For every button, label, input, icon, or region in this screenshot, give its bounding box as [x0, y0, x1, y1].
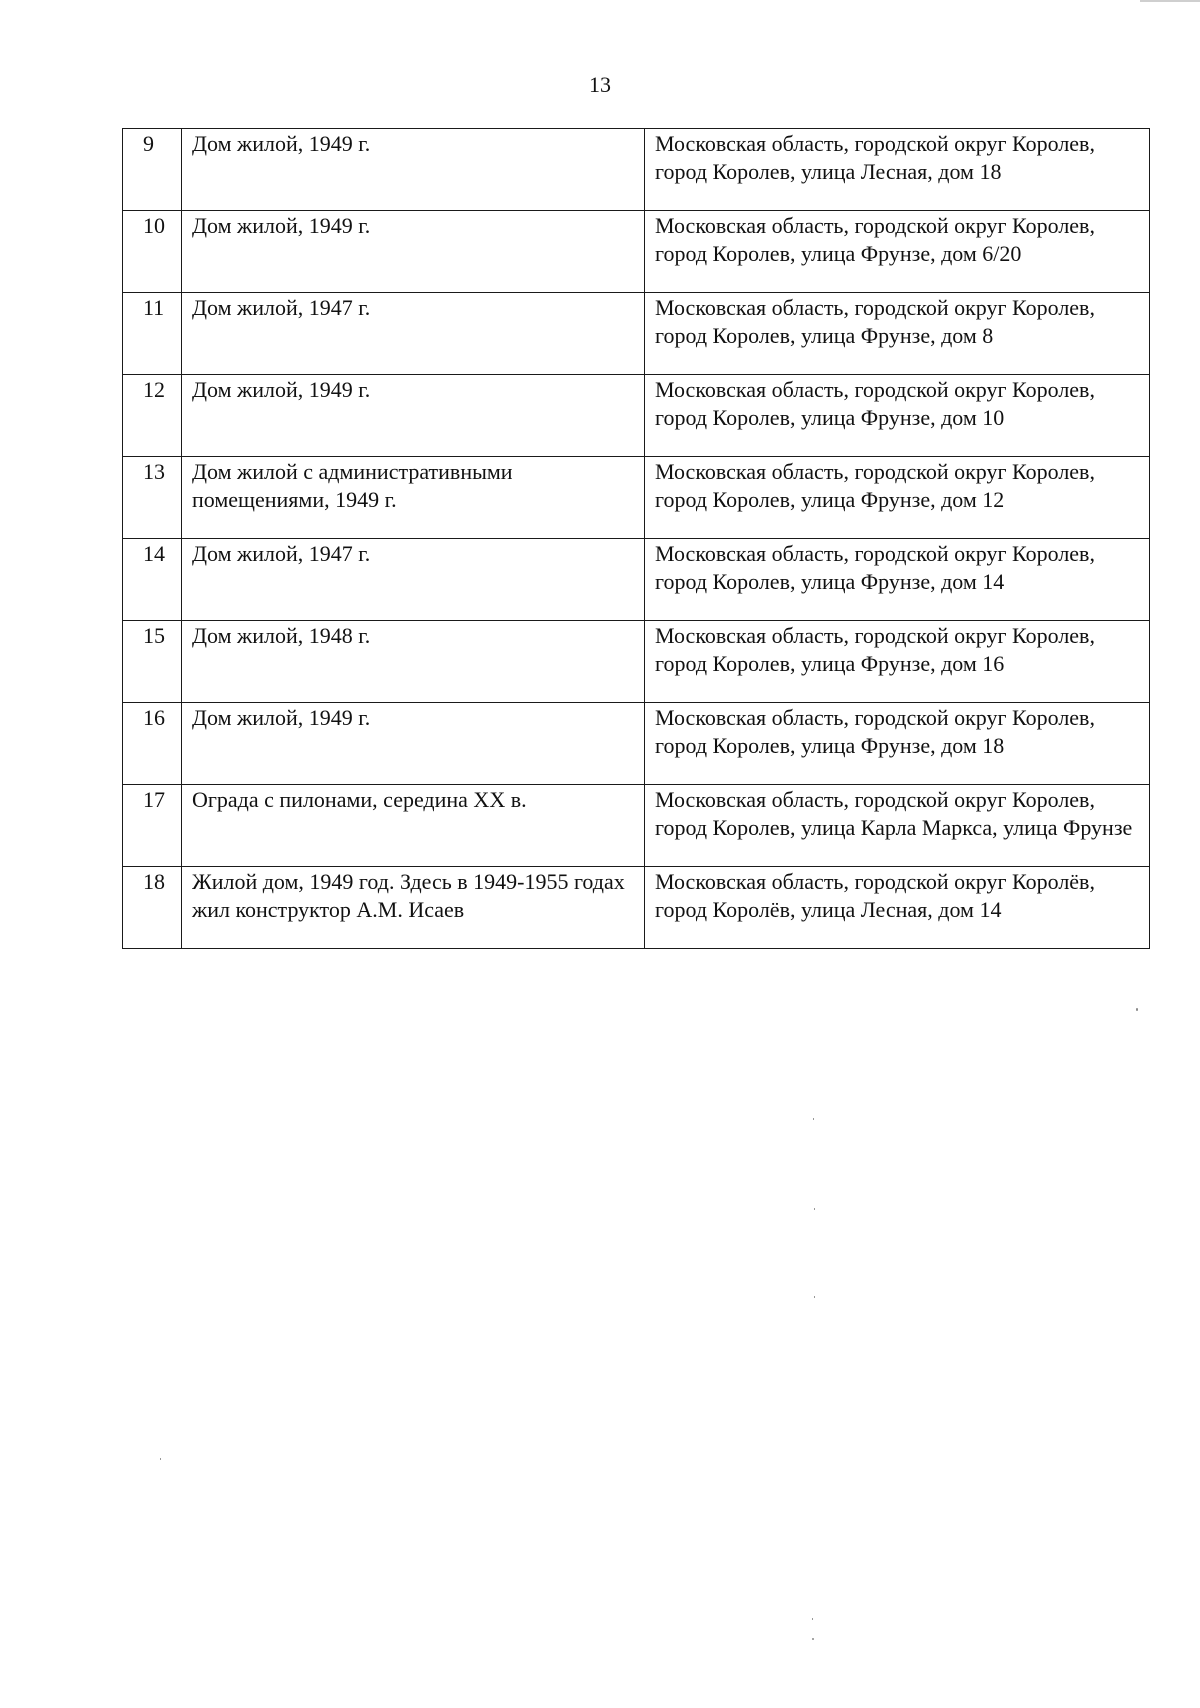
object-address: Московская область, городской округ Королев, город Королев, улица Фрунзе, дом 8: [645, 293, 1150, 375]
table-row: [123, 539, 1150, 621]
scan-edge-mark: [1140, 0, 1200, 2]
table-row: [123, 129, 1150, 211]
table-row: [123, 785, 1150, 867]
object-address: Московская область, городской округ Королев, город Королев, улица Фрунзе, дом 16: [645, 621, 1150, 703]
object-name: Дом жилой, 1948 г.: [182, 621, 645, 703]
object-name: Дом жилой, 1947 г.: [182, 539, 645, 621]
scan-speck: [812, 1618, 813, 1620]
object-address: Московская область, городской округ Королев, город Королев, улица Лесная, дом 18: [645, 129, 1150, 211]
row-number: 16: [123, 703, 182, 785]
scan-speck: [813, 1118, 814, 1120]
table-row: [123, 457, 1150, 539]
scan-speck: [812, 1638, 814, 1640]
object-name: Дом жилой с административными помещениями, 1949 г.: [182, 457, 645, 539]
object-address: Московская область, городской округ Королев, город Королев, улица Карла Маркса, улица Фрунзе: [645, 785, 1150, 867]
row-number: 14: [123, 539, 182, 621]
object-name: Дом жилой, 1949 г.: [182, 211, 645, 293]
scan-speck: [814, 1296, 815, 1298]
monuments-table: [122, 128, 1150, 949]
object-address: Московская область, городской округ Королев, город Королев, улица Фрунзе, дом 10: [645, 375, 1150, 457]
table-row: [123, 867, 1150, 949]
page-number: 13: [589, 72, 611, 97]
object-address: Московская область, городской округ Королёв, город Королёв, улица Лесная, дом 14: [645, 867, 1150, 949]
scan-speck: [1136, 1008, 1138, 1011]
row-number: 9: [123, 129, 182, 211]
row-number: 13: [123, 457, 182, 539]
row-number: 17: [123, 785, 182, 867]
object-address: Московская область, городской округ Королев, город Королев, улица Фрунзе, дом 6/20: [645, 211, 1150, 293]
row-number: 18: [123, 867, 182, 949]
row-number: 11: [123, 293, 182, 375]
object-name: Дом жилой, 1949 г.: [182, 375, 645, 457]
object-name: Жилой дом, 1949 год. Здесь в 1949-1955 годах жил конструктор А.М. Исаев: [182, 867, 645, 949]
scan-speck: [814, 1208, 815, 1210]
table-row: [123, 703, 1150, 785]
table-row: [123, 375, 1150, 457]
object-name: Дом жилой, 1947 г.: [182, 293, 645, 375]
object-address: Московская область, городской округ Королев, город Королев, улица Фрунзе, дом 12: [645, 457, 1150, 539]
table-row: [123, 211, 1150, 293]
object-address: Московская область, городской округ Королев, город Королев, улица Фрунзе, дом 14: [645, 539, 1150, 621]
object-name: Ограда с пилонами, середина XX в.: [182, 785, 645, 867]
object-name: Дом жилой, 1949 г.: [182, 129, 645, 211]
object-address: Московская область, городской округ Королев, город Королев, улица Фрунзе, дом 18: [645, 703, 1150, 785]
table-row: [123, 293, 1150, 375]
table-row: [123, 621, 1150, 703]
row-number: 15: [123, 621, 182, 703]
row-number: 10: [123, 211, 182, 293]
row-number: 12: [123, 375, 182, 457]
scan-speck: [160, 1458, 161, 1460]
object-name: Дом жилой, 1949 г.: [182, 703, 645, 785]
